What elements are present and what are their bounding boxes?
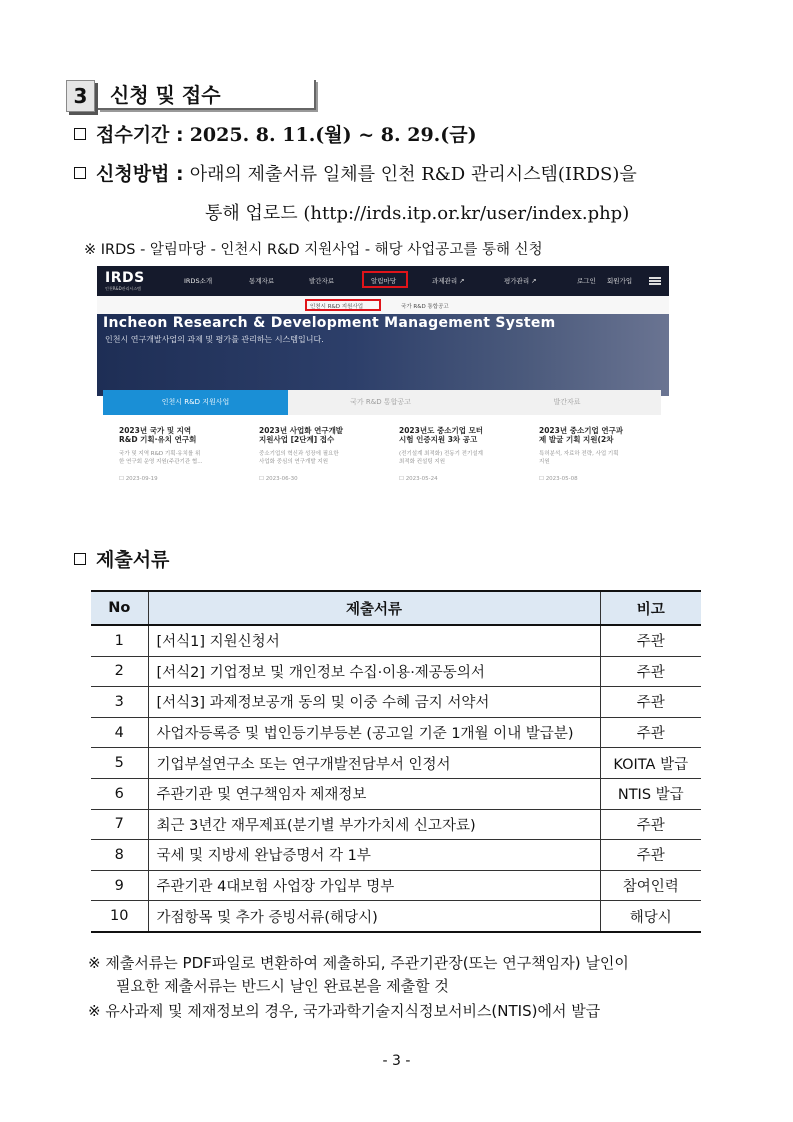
row-note: 주관 — [600, 717, 701, 748]
footnote-1-line-2: 필요한 제출서류는 반드시 날인 완료본을 제출할 것 — [116, 977, 449, 995]
row-note: 주관 — [600, 840, 701, 871]
table-row — [91, 809, 701, 840]
footnote-1-line-1: ※ 제출서류는 PDF파일로 변환하여 제출하되, 주관기관장(또는 연구책임자) 날인이 — [88, 954, 629, 972]
highlight-box — [305, 299, 381, 311]
card-title: 2023년도 중소기업 모터 시험 인증지원 3차 공고 — [399, 426, 484, 444]
documents-table — [91, 590, 701, 933]
row-number: 2 — [91, 656, 148, 687]
row-document: 사업자등록증 및 법인등기부등본 (공고일 기준 1개월 이내 발급분) — [148, 717, 600, 748]
irds-nav-item[interactable]: 통계자료 — [249, 277, 275, 285]
row-document: [서식1] 지원신청서 — [148, 625, 600, 656]
irds-nav-item[interactable]: 발간자료 — [309, 277, 335, 285]
table-row — [91, 901, 701, 932]
irds-tab-active[interactable]: 인천시 R&D 지원사업 — [103, 390, 288, 415]
irds-logo: IRDS — [105, 270, 145, 286]
irds-nav-item[interactable]: 과제관리 ↗ — [432, 277, 465, 285]
checkbox-bullet-icon — [74, 167, 86, 179]
row-number: 4 — [91, 717, 148, 748]
row-document: 주관기관 및 연구책임자 제재정보 — [148, 778, 600, 809]
row-document: 기업부설연구소 또는 연구개발전담부서 인정서 — [148, 748, 600, 779]
table-row — [91, 870, 701, 901]
irds-nav-item[interactable]: IRDS소개 — [184, 277, 213, 285]
row-note: 주관 — [600, 809, 701, 840]
table-row — [91, 687, 701, 718]
column-header-note: 비고 — [600, 591, 701, 625]
row-number: 3 — [91, 687, 148, 718]
row-note: 해당시 — [600, 901, 701, 932]
table-row — [91, 778, 701, 809]
table-row — [91, 717, 701, 748]
card-date: ☐ 2023-09-19 — [119, 476, 158, 482]
irds-card[interactable] — [259, 426, 387, 482]
row-number: 9 — [91, 870, 148, 901]
highlight-box — [362, 271, 408, 288]
card-desc: 특허분석, 자료하 전략, 사업 기획 지원 — [539, 451, 619, 465]
row-note: 참여인력 — [600, 870, 701, 901]
table-row — [91, 625, 701, 656]
irds-hero — [97, 314, 669, 396]
period-line — [74, 122, 477, 148]
row-note: NTIS 발급 — [600, 778, 701, 809]
irds-logo-sub: 인천R&D관리시스템 — [105, 286, 142, 291]
card-date: ☐ 2023-05-08 — [539, 476, 578, 482]
row-note: 주관 — [600, 625, 701, 656]
row-document: 가점항목 및 추가 증빙서류(해당시) — [148, 901, 600, 932]
table-header-row — [91, 591, 701, 625]
row-note: KOITA 발급 — [600, 748, 701, 779]
page-number: - 3 - — [382, 1053, 411, 1069]
card-title: 2023년 중소기업 연구과 제 발굴 기획 지원(2차 — [539, 426, 624, 444]
row-number: 7 — [91, 809, 148, 840]
irds-login-link[interactable]: 로그인 — [577, 277, 596, 285]
irds-screenshot — [97, 266, 669, 500]
method-line — [74, 161, 637, 188]
irds-nav-item-notice[interactable]: 알림마당 — [371, 277, 397, 285]
irds-subnav-item[interactable]: 국가 R&D 통합공고 — [401, 304, 449, 310]
table-row — [91, 656, 701, 687]
method-label: 신청방법 : — [96, 163, 184, 185]
column-header-no: No — [91, 591, 148, 625]
irds-hero-subtitle: 인천시 연구개발사업의 과제 및 평가를 관리하는 시스템입니다. — [105, 335, 324, 344]
irds-card[interactable] — [119, 426, 247, 482]
method-note: ※ IRDS - 알림마당 - 인천시 R&D 지원사업 - 해당 사업공고를 통해 신청 — [84, 242, 543, 258]
irds-hero-title: Incheon Research & Development Management System — [103, 315, 556, 331]
column-header-document: 제출서류 — [148, 591, 600, 625]
card-desc: 국가 및 지역 R&D 기획·유치를 위 한 연구회 운영 지원(주관기관 협... — [119, 451, 203, 465]
irds-tab[interactable]: 국가 R&D 통합공고 — [350, 398, 411, 406]
period-value: 2025. 8. 11.(월) ~ 8. 29.(금) — [189, 124, 477, 146]
table-row — [91, 748, 701, 779]
irds-navbar — [97, 266, 669, 296]
irds-card[interactable] — [399, 426, 527, 482]
row-document: [서식2] 기업정보 및 개인정보 수집·이용·제공동의서 — [148, 656, 600, 687]
card-date: ☐ 2023-05-24 — [399, 476, 438, 482]
section-number: 3 — [66, 80, 95, 112]
row-number: 5 — [91, 748, 148, 779]
method-text-1: 아래의 제출서류 일체를 인천 R&D 관리시스템(IRDS)을 — [189, 164, 637, 185]
hamburger-menu-icon[interactable] — [649, 277, 661, 279]
irds-subnav-item[interactable]: 인천시 R&D 지원사업 — [310, 304, 364, 310]
irds-subnav — [97, 296, 669, 314]
row-note: 주관 — [600, 656, 701, 687]
row-number: 10 — [91, 901, 148, 932]
period-label: 접수기간 : — [96, 124, 184, 146]
method-text-2: 통해 업로드 (http://irds.itp.or.kr/user/index.php) — [205, 203, 630, 224]
card-desc: 중소기업의 혁신과 성장에 필요한 사업화 중심의 연구개발 지원 — [259, 451, 339, 465]
row-note: 주관 — [600, 687, 701, 718]
card-date: ☐ 2023-06-30 — [259, 476, 298, 482]
row-document: 국세 및 지방세 완납증명서 각 1부 — [148, 840, 600, 871]
card-desc: (전기설계 최적화) 전동기 전기설계 최적화 컨설팅 지원 — [399, 451, 483, 465]
irds-nav-item[interactable]: 평가관리 ↗ — [504, 277, 537, 285]
card-title: 2023년 사업화 연구개발 지원사업 [2단계] 접수 — [259, 426, 344, 444]
checkbox-bullet-icon — [74, 128, 86, 140]
row-document: 최근 3년간 재무제표(분기별 부가가치세 신고자료) — [148, 809, 600, 840]
documents-heading: 제출서류 — [96, 549, 170, 571]
row-number: 6 — [91, 778, 148, 809]
table-row — [91, 840, 701, 871]
irds-card[interactable] — [539, 426, 667, 482]
card-title: 2023년 국가 및 지역 R&D 기획·유치 연구회 — [119, 426, 197, 444]
irds-signup-link[interactable]: 회원가입 — [607, 277, 633, 285]
row-number: 8 — [91, 840, 148, 871]
section-title: 신청 및 접수 — [98, 80, 316, 110]
irds-tab[interactable]: 발간자료 — [553, 398, 581, 406]
footnote-2: ※ 유사과제 및 제재정보의 경우, 국가과학기술지식정보서비스(NTIS)에서 발급 — [88, 1002, 601, 1020]
documents-heading-line — [74, 547, 169, 573]
row-document: [서식3] 과제정보공개 동의 및 이중 수혜 금지 서약서 — [148, 687, 600, 718]
row-document: 주관기관 4대보험 사업장 가입부 명부 — [148, 870, 600, 901]
irds-tabs — [103, 390, 661, 415]
checkbox-bullet-icon — [74, 553, 86, 565]
row-number: 1 — [91, 625, 148, 656]
